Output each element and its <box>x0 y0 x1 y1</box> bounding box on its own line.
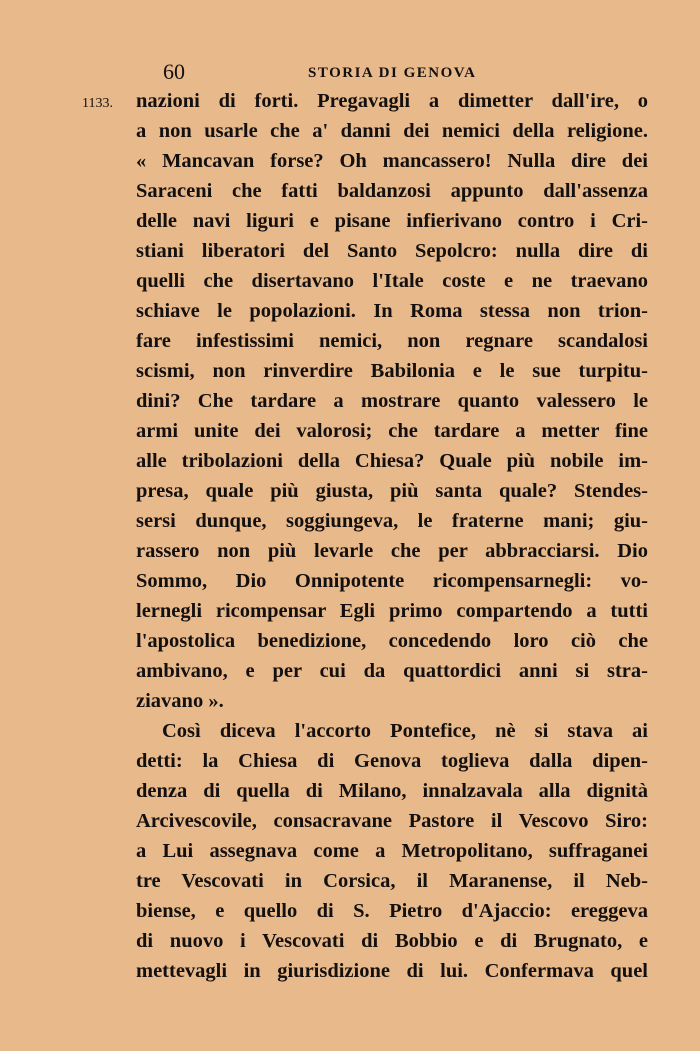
text-line: denza di quella di Milano, innalzavala alla dignità <box>136 780 648 802</box>
running-head: STORIA DI GENOVA <box>308 65 477 81</box>
text-line: sersi dunque, soggiungeva, le fraterne mani; giu- <box>136 510 648 532</box>
text-line: fare infestissimi nemici, non regnare scandalosi <box>136 330 648 352</box>
text-line: tre Vescovati in Corsica, il Maranense, il Neb- <box>136 870 648 892</box>
text-line: Sommo, Dio Onnipotente ricompensarnegli: vo- <box>136 570 648 592</box>
text-line: dini? Che tardare a mostrare quanto valessero le <box>136 390 648 412</box>
page-number: 60 <box>163 59 185 84</box>
text-line: armi unite dei valorosi; che tardare a metter fine <box>136 420 648 442</box>
margin-year-note: 1133. <box>82 96 113 111</box>
text-line: lernegli ricompensar Egli primo compartendo a tutti <box>136 600 648 622</box>
text-line: scismi, non rinverdire Babilonia e le sue turpitu- <box>136 360 648 382</box>
text-line: Arcivescovile, consacravane Pastore il Vescovo Siro: <box>136 810 648 832</box>
text-line: alle tribolazioni della Chiesa? Quale più nobile im- <box>136 450 648 472</box>
text-line: mettevagli in giurisdizione di lui. Confermava quel <box>136 960 648 982</box>
text-line: « Mancavan forse? Oh mancassero! Nulla dire dei <box>136 150 648 172</box>
text-line: a Lui assegnava come a Metropolitano, suffraganei <box>136 840 648 862</box>
text-line: ambivano, e per cui da quattordici anni si stra- <box>136 660 648 682</box>
text-line: detti: la Chiesa di Genova toglieva dalla dipen- <box>136 750 648 772</box>
body-text <box>136 86 648 986</box>
text-line: a non usarle che a' danni dei nemici della religione. <box>136 120 648 142</box>
text-line: quelli che disertavano l'Itale coste e ne traevano <box>136 270 648 292</box>
text-line: stiani liberatori del Santo Sepolcro: nulla dire di <box>136 240 648 262</box>
text-line: schiave le popolazioni. In Roma stessa non trion- <box>136 300 648 322</box>
text-line: delle navi liguri e pisane infierivano contro i Cri- <box>136 210 648 232</box>
text-line: Saraceni che fatti baldanzosi appunto dall'assenza <box>136 180 648 202</box>
text-line: biense, e quello di S. Pietro d'Ajaccio: ereggeva <box>136 900 648 922</box>
text-line: l'apostolica benedizione, concedendo loro ciò che <box>136 630 648 652</box>
text-line: rassero non più levarle che per abbracciarsi. Dio <box>136 540 648 562</box>
text-line: presa, quale più giusta, più santa quale? Stendes- <box>136 480 648 502</box>
text-line: di nuovo i Vescovati di Bobbio e di Brugnato, e <box>136 930 648 952</box>
text-line: Così diceva l'accorto Pontefice, nè si stava ai <box>162 720 648 742</box>
text-line: nazioni di forti. Pregavagli a dimetter dall'ire, o <box>136 90 648 112</box>
text-line: ziavano ». <box>136 690 224 712</box>
